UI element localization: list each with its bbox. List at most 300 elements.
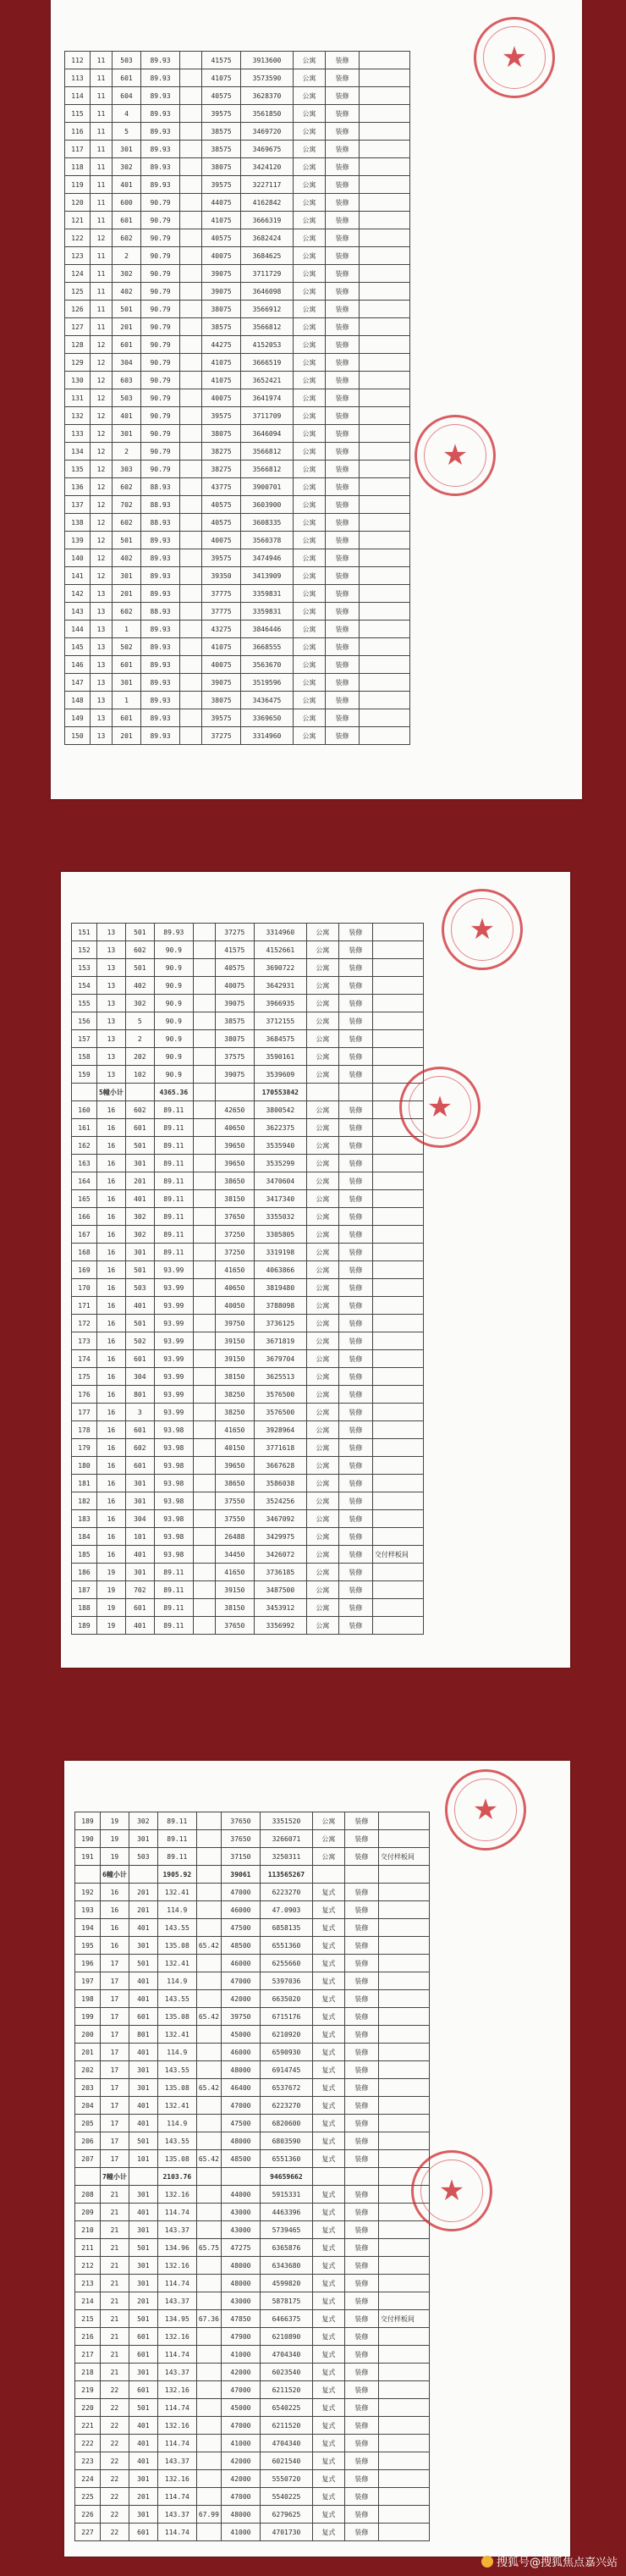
table-cell: [180, 585, 202, 603]
table-cell: 143.55: [157, 2061, 196, 2079]
table-cell: [196, 2097, 221, 2115]
table-cell: 装修: [338, 1599, 372, 1617]
seal-stamp: [415, 415, 496, 496]
table-cell: 装修: [338, 1137, 372, 1155]
table-cell: 公寓: [294, 585, 326, 603]
table-cell: [360, 674, 410, 692]
table-cell: 16: [97, 1350, 126, 1368]
table-cell: 301: [125, 1155, 154, 1172]
table-cell: 168: [72, 1244, 97, 1261]
table-cell: 189: [75, 1812, 101, 1830]
table-cell: 158: [72, 1048, 97, 1066]
table-row: [72, 1155, 424, 1172]
table-cell: 4152053: [241, 336, 294, 354]
table-cell: 89.11: [154, 1155, 193, 1172]
table-cell: 复式: [312, 2399, 344, 2417]
table-cell: [193, 1368, 215, 1386]
table-cell: 6820600: [260, 2115, 312, 2132]
table-cell: 17: [101, 1972, 129, 1990]
table-cell: 90.79: [141, 301, 180, 318]
table-cell: 90.9: [154, 1048, 193, 1066]
table-cell: 11: [91, 318, 113, 336]
table-row: [75, 2310, 430, 2328]
table-cell: 40150: [215, 1439, 254, 1457]
table-cell: 38150: [215, 1368, 254, 1386]
table-cell: 交付样板间: [378, 2310, 429, 2328]
table-cell: [360, 318, 410, 336]
table-row: [65, 461, 410, 478]
table-row: [65, 141, 410, 158]
table-cell: 6279625: [260, 2506, 312, 2524]
table-cell: 16: [97, 1226, 126, 1244]
table-cell: [372, 1012, 423, 1030]
table-cell: 装修: [344, 2364, 378, 2381]
table-cell: 3535299: [254, 1155, 306, 1172]
table-row: [65, 52, 410, 69]
table-cell: [378, 2079, 429, 2097]
table-cell: 41075: [202, 212, 241, 229]
table-cell: 复式: [312, 2328, 344, 2346]
table-cell: 114.9: [157, 1901, 196, 1919]
table-cell: 3474946: [241, 549, 294, 567]
table-cell: 38075: [202, 301, 241, 318]
table-cell: [196, 1884, 221, 1901]
table-cell: 3666319: [241, 212, 294, 229]
watermark-text: 搜狐号@搜狐焦点嘉兴站: [496, 2557, 618, 2569]
table-cell: 93.99: [154, 1279, 193, 1297]
table-cell: 38075: [202, 158, 241, 176]
table-cell: 21: [101, 2310, 129, 2328]
table-cell: 90.79: [141, 425, 180, 443]
table-cell: 装修: [344, 2097, 378, 2115]
table-cell: 装修: [338, 1404, 372, 1421]
table-cell: 装修: [326, 389, 360, 407]
table-cell: 46000: [221, 1901, 260, 1919]
table-cell: 公寓: [306, 1510, 338, 1528]
table-cell: [372, 1137, 423, 1155]
table-row: [65, 603, 410, 621]
table-cell: 402: [113, 283, 141, 301]
table-cell: [372, 1599, 423, 1617]
table-cell: 21: [101, 2275, 129, 2292]
table-cell: 117: [65, 141, 91, 158]
table-cell: [360, 549, 410, 567]
table-cell: 21: [101, 2186, 129, 2204]
table-cell: 公寓: [294, 549, 326, 567]
table-cell: [196, 2452, 221, 2470]
table-cell: 11: [91, 158, 113, 176]
table-row: [72, 1012, 424, 1030]
table-cell: 6914745: [260, 2061, 312, 2079]
table-cell: 公寓: [306, 1030, 338, 1048]
table-cell: 11: [91, 176, 113, 194]
table-cell: 88.93: [141, 496, 180, 514]
table-cell: 17: [101, 2150, 129, 2168]
table-cell: [360, 407, 410, 425]
table-cell: 3646098: [241, 283, 294, 301]
table-row: [65, 336, 410, 354]
table-cell: 公寓: [294, 229, 326, 247]
table-cell: 复式: [312, 2221, 344, 2239]
table-cell: 5: [113, 123, 141, 141]
table-cell: 装修: [338, 1048, 372, 1066]
table-cell: 3652421: [241, 372, 294, 389]
table-row: [72, 1368, 424, 1386]
table-cell: 装修: [344, 2381, 378, 2399]
table-cell: 装修: [338, 1368, 372, 1386]
table-row: [72, 1190, 424, 1208]
table-cell: 复式: [312, 1955, 344, 1972]
table-cell: [378, 2026, 429, 2044]
table-cell: 93.99: [154, 1261, 193, 1279]
table-cell: 3622375: [254, 1119, 306, 1137]
table-cell: 13: [91, 727, 113, 745]
table-cell: 143.37: [157, 2292, 196, 2310]
table-cell: 38575: [215, 1012, 254, 1030]
table-cell: 公寓: [306, 977, 338, 995]
table-cell: 304: [113, 354, 141, 372]
table-cell: 134: [65, 443, 91, 461]
table-cell: 41575: [215, 941, 254, 959]
table-cell: 11: [91, 247, 113, 265]
table-cell: 194: [75, 1919, 101, 1937]
table-cell: 182: [72, 1492, 97, 1510]
table-row: [72, 977, 424, 995]
table-cell: 3576500: [254, 1404, 306, 1421]
table-cell: 公寓: [294, 389, 326, 407]
table-cell: 603: [113, 372, 141, 389]
table-cell: 7幢小计: [101, 2168, 129, 2186]
table-cell: [180, 158, 202, 176]
table-cell: 装修: [338, 1315, 372, 1332]
table-row: [65, 638, 410, 656]
table-cell: 19: [97, 1617, 126, 1635]
table-cell: 37550: [215, 1510, 254, 1528]
table-cell: [180, 229, 202, 247]
table-cell: [196, 2044, 221, 2061]
table-cell: 602: [125, 1101, 154, 1119]
table-cell: 公寓: [294, 52, 326, 69]
table-cell: 16: [97, 1510, 126, 1528]
table-cell: 5739465: [260, 2221, 312, 2239]
table-cell: 43275: [202, 621, 241, 638]
table-cell: 89.11: [157, 1830, 196, 1848]
table-row: [75, 1830, 430, 1848]
table-cell: 48000: [221, 2257, 260, 2275]
table-cell: [378, 2470, 429, 2488]
table-cell: [372, 1119, 423, 1137]
table-cell: 601: [129, 2328, 157, 2346]
table-cell: [193, 1546, 215, 1564]
table-cell: 217: [75, 2346, 101, 2364]
table-cell: 16: [97, 1279, 126, 1297]
table-cell: 38275: [202, 443, 241, 461]
table-row: [72, 1226, 424, 1244]
table-cell: 装修: [344, 2346, 378, 2364]
table-cell: 21: [101, 2364, 129, 2381]
table-cell: 39575: [202, 105, 241, 123]
table-cell: [372, 1030, 423, 1048]
table-cell: 41075: [202, 354, 241, 372]
table-cell: 16: [97, 1208, 126, 1226]
table-cell: [180, 443, 202, 461]
table-row: [75, 2346, 430, 2364]
table-cell: 147: [65, 674, 91, 692]
table-cell: 11: [91, 283, 113, 301]
table-cell: 4: [113, 105, 141, 123]
table-row: [65, 443, 410, 461]
table-cell: [372, 1208, 423, 1226]
table-cell: 166: [72, 1208, 97, 1226]
table-cell: 3487500: [254, 1581, 306, 1599]
table-cell: 38650: [215, 1172, 254, 1190]
table-cell: 301: [129, 2257, 157, 2275]
table-row: [65, 532, 410, 549]
table-row: [65, 283, 410, 301]
table-cell: 21: [101, 2221, 129, 2239]
table-cell: 301: [125, 1492, 154, 1510]
table-cell: [193, 1030, 215, 1048]
table-cell: [193, 1084, 215, 1101]
table-cell: 119: [65, 176, 91, 194]
table-cell: 41650: [215, 1261, 254, 1279]
table-cell: [378, 1972, 429, 1990]
table-cell: 40075: [202, 389, 241, 407]
table-row: [72, 1350, 424, 1368]
table-cell: [193, 1457, 215, 1475]
table-cell: 装修: [326, 301, 360, 318]
table-cell: 11: [91, 52, 113, 69]
table-cell: 16: [97, 1475, 126, 1492]
table-cell: 16: [97, 1528, 126, 1546]
table-cell: 40575: [202, 229, 241, 247]
table-cell: 142: [65, 585, 91, 603]
table-cell: 6466375: [260, 2310, 312, 2328]
table-cell: 11: [91, 123, 113, 141]
table-cell: 37550: [215, 1492, 254, 1510]
table-cell: [372, 1155, 423, 1172]
table-cell: 89.93: [141, 727, 180, 745]
table-cell: 12: [91, 496, 113, 514]
table-cell: 114: [65, 87, 91, 105]
table-cell: 401: [129, 2452, 157, 2470]
table-cell: 93.99: [154, 1386, 193, 1404]
table-cell: 公寓: [306, 1101, 338, 1119]
table-cell: 205: [75, 2115, 101, 2132]
table-cell: 公寓: [306, 1137, 338, 1155]
table-cell: 3679704: [254, 1350, 306, 1368]
table-cell: 公寓: [306, 1564, 338, 1581]
table-row: [72, 1137, 424, 1155]
table-cell: 复式: [312, 2257, 344, 2275]
table-cell: 132.41: [157, 2026, 196, 2044]
table-cell: 42000: [221, 2364, 260, 2381]
table-cell: 159: [72, 1066, 97, 1084]
table-cell: [372, 1581, 423, 1599]
table-cell: 37650: [221, 1830, 260, 1848]
table-cell: [193, 924, 215, 941]
table-row: [65, 69, 410, 87]
table-cell: [193, 1066, 215, 1084]
table-cell: 169: [72, 1261, 97, 1279]
document-page-1: [51, 0, 582, 799]
table-cell: 38150: [215, 1599, 254, 1617]
table-cell: 208: [75, 2186, 101, 2204]
table-cell: 40575: [202, 87, 241, 105]
table-cell: 装修: [326, 229, 360, 247]
table-cell: [193, 1244, 215, 1261]
table-cell: 装修: [338, 1492, 372, 1510]
table-cell: 复式: [312, 2452, 344, 2470]
table-cell: 3684625: [241, 247, 294, 265]
table-cell: 102: [125, 1066, 154, 1084]
table-cell: 13: [91, 692, 113, 709]
table-cell: 公寓: [306, 1261, 338, 1279]
table-cell: 16: [97, 1155, 126, 1172]
star-icon: ★: [426, 1090, 453, 1124]
table-cell: [378, 2150, 429, 2168]
table-cell: [360, 141, 410, 158]
table-cell: 90.9: [154, 941, 193, 959]
table-cell: 90.79: [141, 443, 180, 461]
table-cell: 装修: [344, 2221, 378, 2239]
table-cell: 89.93: [141, 176, 180, 194]
table-row: [75, 2364, 430, 2381]
table-cell: 39650: [215, 1457, 254, 1475]
table-cell: [180, 461, 202, 478]
table-cell: 复式: [312, 1972, 344, 1990]
table-row: [65, 621, 410, 638]
table-cell: 21: [101, 2257, 129, 2275]
table-cell: 503: [113, 389, 141, 407]
table-cell: [360, 87, 410, 105]
table-cell: 43775: [202, 478, 241, 496]
table-cell: 172: [72, 1315, 97, 1332]
table-cell: 装修: [326, 212, 360, 229]
table-cell: [180, 389, 202, 407]
table-cell: 12: [91, 532, 113, 549]
table-cell: 227: [75, 2524, 101, 2541]
table-row: [65, 105, 410, 123]
table-cell: 114.74: [157, 2346, 196, 2364]
table-cell: 114.74: [157, 2204, 196, 2221]
table-cell: 40075: [202, 532, 241, 549]
table-cell: 161: [72, 1119, 97, 1137]
table-cell: 11: [91, 141, 113, 158]
table-cell: [372, 977, 423, 995]
table-cell: 公寓: [294, 354, 326, 372]
table-row: [75, 2150, 430, 2168]
table-cell: [221, 2168, 260, 2186]
table-cell: 401: [125, 1546, 154, 1564]
table-cell: [75, 2168, 101, 2186]
table-cell: [180, 514, 202, 532]
table-cell: 44275: [202, 336, 241, 354]
table-row: [75, 2506, 430, 2524]
table-cell: 12: [91, 478, 113, 496]
table-cell: [372, 1421, 423, 1439]
table-cell: [125, 1084, 154, 1101]
table-cell: [196, 1830, 221, 1848]
table-cell: 公寓: [306, 1208, 338, 1226]
table-cell: 公寓: [294, 301, 326, 318]
table-cell: 装修: [338, 1226, 372, 1244]
table-cell: 装修: [326, 496, 360, 514]
table-cell: [378, 2328, 429, 2346]
table-row: [75, 2257, 430, 2275]
table-cell: 公寓: [306, 1279, 338, 1297]
table-cell: 19: [97, 1581, 126, 1599]
table-cell: [193, 1012, 215, 1030]
table-cell: [372, 1404, 423, 1421]
table-cell: 装修: [326, 176, 360, 194]
table-cell: 21: [101, 2239, 129, 2257]
table-cell: 13: [97, 1012, 126, 1030]
table-cell: [372, 1297, 423, 1315]
table-cell: 501: [129, 2239, 157, 2257]
table-cell: 302: [125, 995, 154, 1012]
table-cell: 114.9: [157, 2115, 196, 2132]
table-cell: [196, 2061, 221, 2079]
table-cell: 401: [129, 1919, 157, 1937]
table-cell: 3469675: [241, 141, 294, 158]
table-cell: 公寓: [306, 1617, 338, 1635]
table-cell: [129, 2168, 157, 2186]
table-row: [65, 247, 410, 265]
table-cell: 装修: [338, 1475, 372, 1492]
table-cell: 3711729: [241, 265, 294, 283]
table-cell: 218: [75, 2364, 101, 2381]
table-cell: 装修: [326, 514, 360, 532]
table-cell: 3667628: [254, 1457, 306, 1475]
table-cell: 47500: [221, 2115, 260, 2132]
table-cell: 90.9: [154, 1066, 193, 1084]
table-cell: [360, 389, 410, 407]
table-cell: 1: [113, 621, 141, 638]
table-cell: [180, 283, 202, 301]
table-cell: [372, 1617, 423, 1635]
table-cell: 89.93: [141, 87, 180, 105]
table-cell: [360, 478, 410, 496]
table-cell: [372, 1386, 423, 1404]
table-cell: 113565267: [260, 1866, 312, 1884]
table-cell: 16: [97, 1261, 126, 1279]
table-cell: 201: [125, 1172, 154, 1190]
table-cell: 46000: [221, 1955, 260, 1972]
table-cell: [372, 1528, 423, 1546]
table-cell: 公寓: [306, 1368, 338, 1386]
table-cell: 19: [97, 1599, 126, 1617]
table-cell: 132.16: [157, 2470, 196, 2488]
table-cell: 601: [129, 2524, 157, 2541]
table-cell: 146: [65, 656, 91, 674]
table-cell: [378, 1812, 429, 1830]
table-cell: 201: [75, 2044, 101, 2061]
table-cell: 135.08: [157, 1937, 196, 1955]
table-cell: [378, 2364, 429, 2381]
table-cell: 装修: [326, 461, 360, 478]
table-row: [65, 354, 410, 372]
table-row: [75, 2204, 430, 2221]
table-cell: 11: [91, 194, 113, 212]
table-row: [72, 1421, 424, 1439]
table-row: [65, 389, 410, 407]
table-cell: 公寓: [294, 692, 326, 709]
table-cell: 41000: [221, 2524, 260, 2541]
table-cell: 装修: [338, 1439, 372, 1457]
table-cell: [193, 1421, 215, 1439]
table-cell: [378, 2186, 429, 2204]
